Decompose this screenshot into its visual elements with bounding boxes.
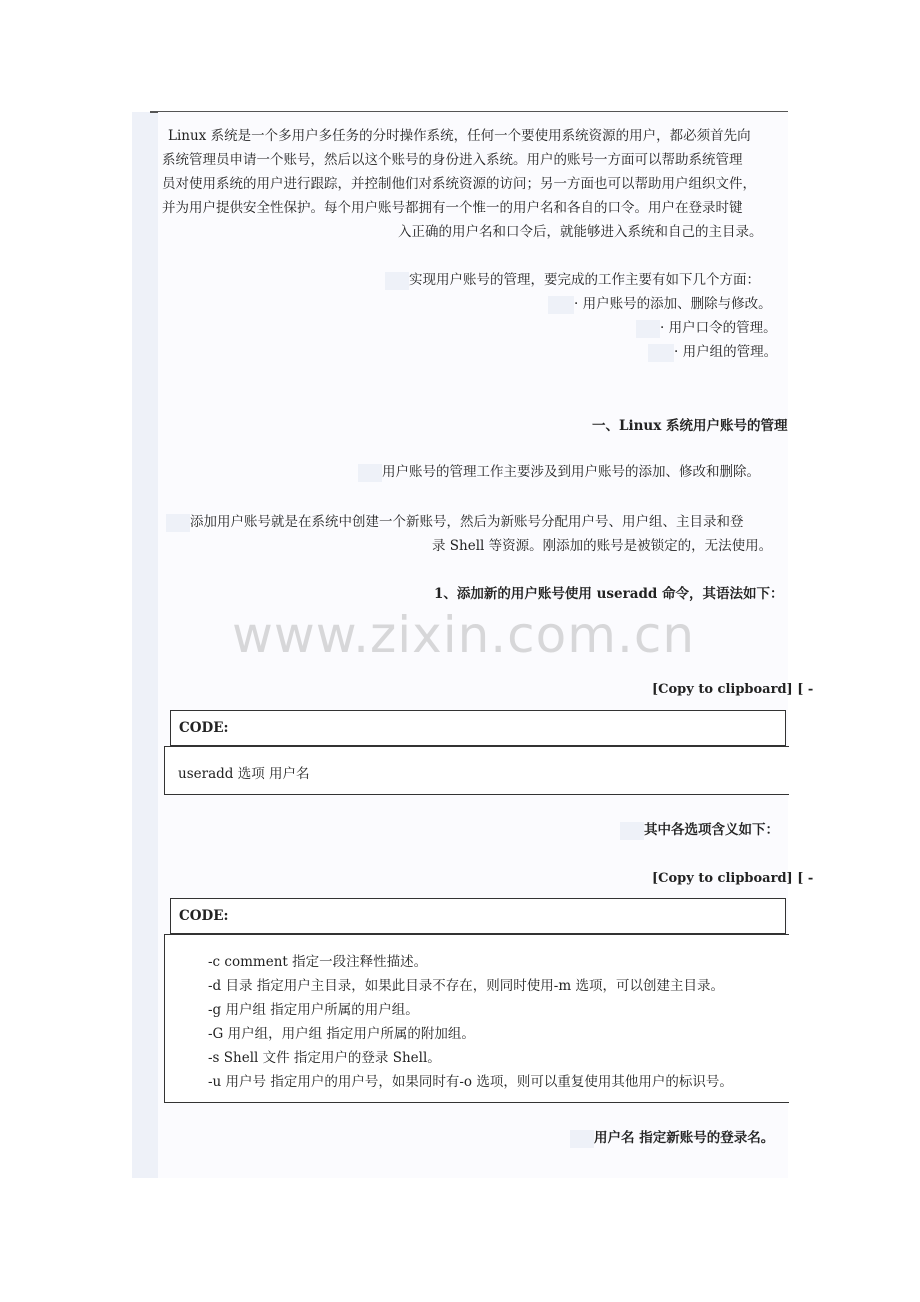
intro-line-1: Linux 系统是一个多用户多任务的分时操作系统，任何一个要使用系统资源的用户，都必须首先向 xyxy=(168,128,751,144)
options-heading: 其中各选项含义如下： xyxy=(620,818,779,842)
task-item-1: · 用户账号的添加、删除与修改。 xyxy=(548,292,772,316)
code-body-1 xyxy=(164,746,789,795)
tasks-lead: 实现用户账号的管理，要完成的工作主要有如下几个方面： xyxy=(385,268,760,292)
intro-line-4: 并为用户提供安全性保护。每个用户账号都拥有一个惟一的用户名和各自的口令。用户在登录时键 xyxy=(162,200,743,216)
code-line: -g 用户组 指定用户所属的用户组。 xyxy=(208,1002,419,1018)
code-line: -c comment 指定一段注释性描述。 xyxy=(208,954,428,970)
left-margin-band xyxy=(132,112,158,1178)
username-note: 用户名 指定新账号的登录名。 xyxy=(570,1126,774,1150)
section-heading: 一、Linux 系统用户账号的管理 xyxy=(592,418,788,434)
task-item-2: · 用户口令的管理。 xyxy=(636,316,777,340)
code-body-2 xyxy=(164,934,789,1103)
copy-to-clipboard-link-2[interactable]: [Copy to clipboard] [ - xyxy=(652,871,814,886)
code-line: -d 目录 指定用户主目录，如果此目录不存在，则同时使用-m 选项，可以创建主目录。 xyxy=(208,978,724,994)
copy-to-clipboard-link-1[interactable]: [Copy to clipboard] [ - xyxy=(652,682,814,697)
section-summary: 用户账号的管理工作主要涉及到用户账号的添加、修改和删除。 xyxy=(358,460,760,484)
intro-line-5: 入正确的用户名和口令后，就能够进入系统和自己的主目录。 xyxy=(398,224,763,240)
watermark: www.zixin.com.cn xyxy=(232,606,696,664)
code-line: -s Shell 文件 指定用户的登录 Shell。 xyxy=(208,1050,441,1066)
code-line: -G 用户组，用户组 指定用户所属的附加组。 xyxy=(208,1026,475,1042)
useradd-heading: 1、添加新的用户账号使用 useradd 命令，其语法如下： xyxy=(434,586,784,602)
code-header-2: CODE: xyxy=(170,898,786,934)
code-line: -u 用户号 指定用户的用户号，如果同时有-o 选项，则可以重复使用其他用户的标识号。 xyxy=(208,1074,733,1090)
intro-line-3: 员对使用系统的用户进行跟踪，并控制他们对系统资源的访问；另一方面也可以帮助用户组织文件， xyxy=(162,176,756,192)
add-line-2: 录 Shell 等资源。刚添加的账号是被锁定的，无法使用。 xyxy=(432,538,773,554)
intro-line-2: 系统管理员申请一个账号，然后以这个账号的身份进入系统。用户的账号一方面可以帮助系统管理 xyxy=(162,152,743,168)
task-item-3: · 用户组的管理。 xyxy=(648,340,777,364)
code-line: useradd 选项 用户名 xyxy=(178,766,310,782)
code-header-1: CODE: xyxy=(170,710,786,746)
add-line-1: 添加用户账号就是在系统中创建一个新账号，然后为新账号分配用户号、用户组、主目录和登 xyxy=(166,510,744,534)
